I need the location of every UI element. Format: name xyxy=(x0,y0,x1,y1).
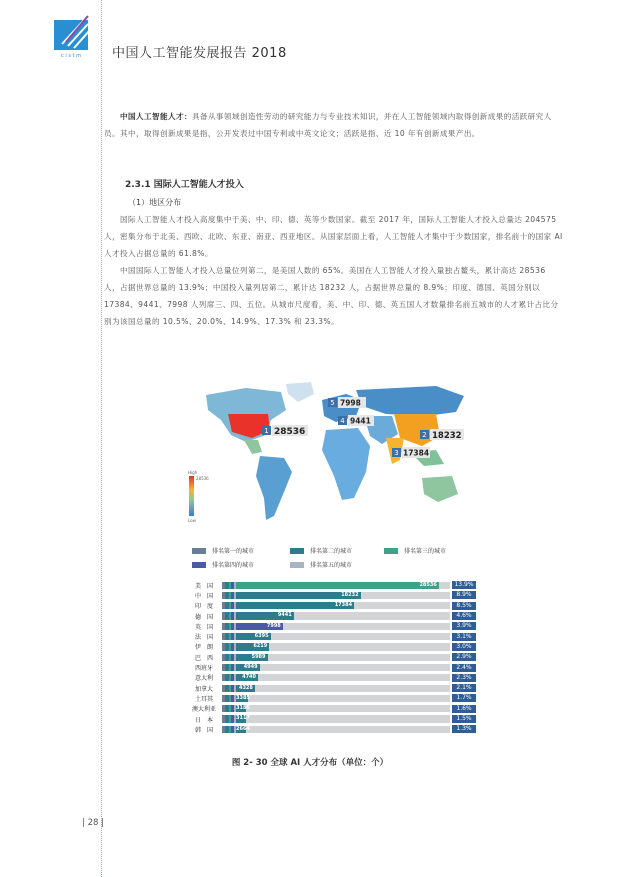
bar-country-label: 韩 国 xyxy=(194,726,213,734)
bar-value: 5989 xyxy=(236,654,268,661)
legend-item-rank2 xyxy=(290,546,352,555)
callout-4 xyxy=(338,415,374,426)
bar-track xyxy=(222,633,450,640)
bar-track xyxy=(222,715,450,722)
bar-percentage: 8.5% xyxy=(452,602,476,610)
bar-value: 6395 xyxy=(236,633,271,640)
bar-value: 4740 xyxy=(236,674,258,681)
bar-track xyxy=(222,592,450,599)
bar-track xyxy=(222,726,450,733)
bar-value: 6219 xyxy=(236,643,269,650)
callout-1-rank: 1 xyxy=(264,427,269,435)
callout-3-rank: 3 xyxy=(394,449,399,457)
bar-row xyxy=(186,662,476,672)
talent-bar-chart xyxy=(186,580,476,734)
callout-2-rank: 2 xyxy=(422,431,427,439)
bar-percentage: 1.5% xyxy=(452,715,476,723)
bar-row xyxy=(186,642,476,652)
callout-5-rank: 5 xyxy=(330,399,335,407)
body-paragraph-1: 国际人工智能人才投入高度集中于美、中、印、德、英等少数国家。截至 2017 年，国际人工智能人才投入总量达 204575 人，密集分布于北美、西欧、北欧、东亚、南亚、西亚地区。从国家层面上看，人工智能人才集中于少数国家，排名前十的国家 AI 人才投入占据总量的 61.8%。 xyxy=(104,215,563,258)
bar-row xyxy=(186,590,476,600)
bar-track xyxy=(222,643,450,650)
bar-track xyxy=(222,705,450,712)
callout-4-value: 9441 xyxy=(350,416,371,426)
bar-percentage: 2.1% xyxy=(452,684,476,692)
map-central-america xyxy=(244,440,262,454)
legend-swatch-rank1 xyxy=(192,548,206,554)
legend-item-rank4 xyxy=(192,560,254,569)
bar-track xyxy=(222,582,450,589)
bar-country-label: 伊 朗 xyxy=(194,644,213,652)
legend-swatch-rank2 xyxy=(290,548,304,554)
bar-value: 28536 xyxy=(236,582,439,589)
bar-country-label: 澳大利亚 xyxy=(191,706,216,714)
bar-row xyxy=(186,631,476,641)
map-australia xyxy=(422,476,458,502)
bar-percentage: 13.9% xyxy=(452,581,476,589)
bar-value: 2664 xyxy=(236,725,250,732)
legend-label-rank4: 排名第四的城市 xyxy=(212,562,255,569)
bar-value: 18232 xyxy=(236,592,361,599)
bar-row xyxy=(186,704,476,714)
bar-row xyxy=(186,580,476,590)
bar-percentage: 1.7% xyxy=(452,694,476,702)
bar-value: 4949 xyxy=(236,664,260,671)
bar-value: 7998 xyxy=(236,623,283,630)
section-subtitle: （1）地区分布 xyxy=(128,198,182,207)
intro-paragraph xyxy=(104,108,564,142)
legend-item-rank3 xyxy=(384,546,446,555)
bar-country-label: 德 国 xyxy=(194,613,213,621)
logo-text: c i s t m xyxy=(61,53,81,59)
legend-label-rank2: 排名第二的城市 xyxy=(310,548,353,555)
scale-low-label: Low xyxy=(188,518,196,523)
bar-country-label: 中 国 xyxy=(194,592,213,600)
bar-percentage: 3.9% xyxy=(452,622,476,630)
bar-track xyxy=(222,612,450,619)
color-scale-bar xyxy=(189,476,194,516)
bar-country-label: 印 度 xyxy=(194,603,213,611)
margin-divider xyxy=(101,0,102,877)
map-greenland xyxy=(286,382,314,402)
bar-value: 9441 xyxy=(236,612,294,619)
bar-country-label: 加拿大 xyxy=(194,685,213,693)
bar-country-label: 西班牙 xyxy=(194,665,213,673)
bar-percentage: 2.4% xyxy=(452,664,476,672)
map-russia xyxy=(356,386,464,416)
chart-legend xyxy=(186,546,476,576)
scale-high-label: High xyxy=(188,470,198,475)
bar-row xyxy=(186,693,476,703)
bar-track xyxy=(222,664,450,671)
callout-5 xyxy=(328,397,366,408)
bar-value: 17384 xyxy=(236,602,354,609)
bar-percentage: 3.0% xyxy=(452,643,476,651)
legend-label-rank3: 排名第三的城市 xyxy=(404,548,447,555)
intro-term: 中国人工智能人才： xyxy=(120,112,192,121)
bar-percentage: 3.1% xyxy=(452,633,476,641)
bar-track xyxy=(222,602,450,609)
callout-5-value: 7998 xyxy=(340,398,361,408)
bar-country-label: 巴 西 xyxy=(194,654,213,662)
section-title: 2.3.1 国际人工智能人才投入 xyxy=(125,180,244,190)
callout-2-value: 18232 xyxy=(432,431,462,441)
legend-swatch-rank3 xyxy=(384,548,398,554)
bar-track xyxy=(222,695,450,702)
legend-label-rank1: 排名第一的城市 xyxy=(212,548,255,555)
bar-country-label: 美 国 xyxy=(194,582,213,590)
bar-row xyxy=(186,611,476,621)
bar-row xyxy=(186,601,476,611)
bar-track xyxy=(222,674,450,681)
bar-country-label: 日 本 xyxy=(194,716,213,724)
legend-swatch-rank5 xyxy=(290,562,304,568)
bar-value: 4328 xyxy=(236,685,255,692)
page-header-title: 中国人工智能发展报告 2018 xyxy=(112,46,287,61)
legend-item-rank5 xyxy=(290,560,352,569)
bar-track xyxy=(222,685,450,692)
callout-3-value: 17384 xyxy=(403,448,430,458)
body-paragraph-2: 中国国际人工智能人才投入总量位列第二，是美国人数的 65%。美国在人工智能人才投入量独占鳌头，累计高达 28536 人，占据世界总量的 13.9%；中国投入量列居第二，累计达 18232 人，占据世界总量的 8.9%；印度、德国、英国分别以 17384、9441、7998 人列席三、四、五位。从城市尺度看，美、中、印、德、英五国人才数量排名前五城市的人才累计占比分别为该国总量的 10.5%、20.0%、14.9%、17.3% 和 23.3%。 xyxy=(104,266,559,326)
bar-country-label: 土耳其 xyxy=(194,695,213,703)
legend-label-rank5: 排名第五的城市 xyxy=(310,562,353,569)
callout-4-rank: 4 xyxy=(340,417,345,425)
legend-item-rank1 xyxy=(192,546,254,555)
talent-figure xyxy=(186,380,476,734)
intro-text: 具备从事领域创造性劳动的研究能力与专业技术知识，并在人工智能领域内取得创新成果的活跃研究人员。其中，取得创新成果是指，公开发表过中国专利或中英文论文；活跃是指、近 10 年有创新成果产出。 xyxy=(104,112,552,138)
figure-caption: 图 2- 30 全球 AI 人才分布（单位：个） xyxy=(231,758,389,768)
bar-percentage: 1.3% xyxy=(452,725,476,733)
bar-track xyxy=(222,654,450,661)
callout-1-value: 28536 xyxy=(274,427,306,437)
bar-track xyxy=(222,623,450,630)
bar-row xyxy=(186,652,476,662)
world-talent-map xyxy=(186,380,476,532)
bar-country-label: 法 国 xyxy=(194,634,213,642)
bar-country-label: 意大利 xyxy=(194,675,213,683)
map-south-america xyxy=(256,456,292,520)
bar-value: 3117 xyxy=(236,715,250,722)
page-number: | 28 | xyxy=(82,818,104,828)
bar-row xyxy=(186,683,476,693)
bar-value: 3186 xyxy=(236,705,250,712)
bar-country-label: 英 国 xyxy=(194,623,213,631)
bar-percentage: 2.3% xyxy=(452,674,476,682)
bar-percentage: 2.9% xyxy=(452,653,476,661)
callout-3 xyxy=(392,447,430,458)
bar-row xyxy=(186,714,476,724)
bar-percentage: 1.6% xyxy=(452,705,476,713)
callout-1 xyxy=(262,425,308,437)
bar-value: 3385 xyxy=(236,694,250,701)
bar-row xyxy=(186,621,476,631)
map-africa xyxy=(322,428,370,500)
bar-row xyxy=(186,673,476,683)
bar-row xyxy=(186,724,476,734)
legend-swatch-rank4 xyxy=(192,562,206,568)
cistm-logo xyxy=(52,14,90,60)
scale-high-value: 28536 xyxy=(196,476,209,481)
bar-percentage: 4.6% xyxy=(452,612,476,620)
bar-percentage: 8.9% xyxy=(452,591,476,599)
